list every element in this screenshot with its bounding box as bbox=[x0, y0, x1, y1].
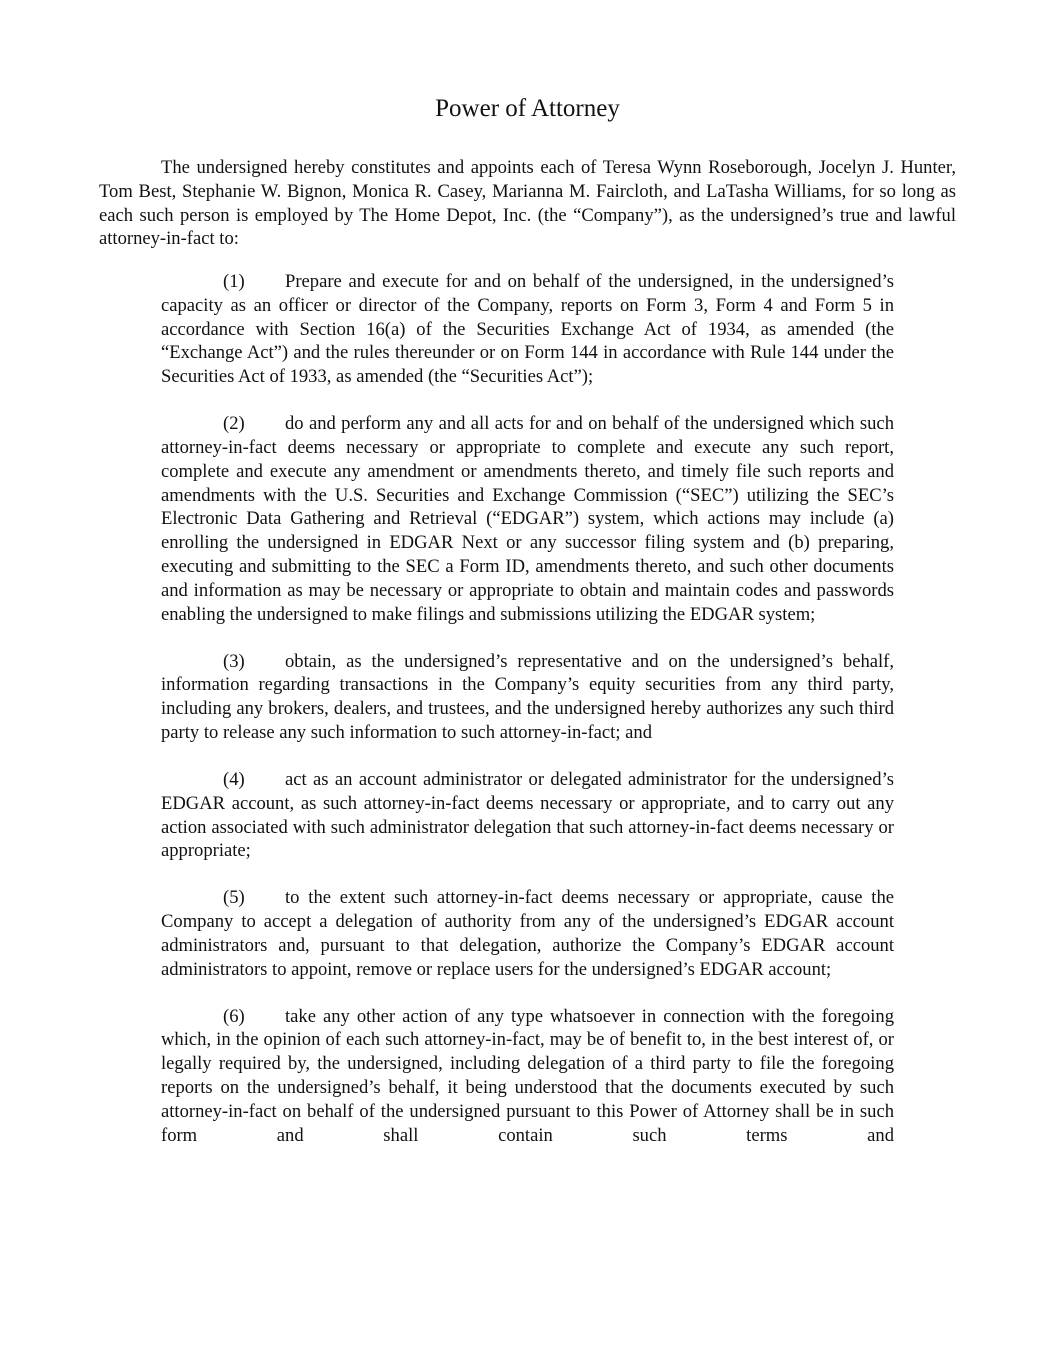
list-item bbox=[161, 768, 894, 863]
item-number: (2) bbox=[223, 413, 245, 435]
list-item bbox=[161, 886, 894, 981]
list-item bbox=[161, 270, 894, 389]
item-number: (3) bbox=[223, 650, 245, 672]
list-item bbox=[161, 650, 894, 745]
item-number: (5) bbox=[223, 887, 245, 909]
item-text: obtain, as the undersigned’s representative and on the undersigned’s behalf, information regarding transactions in the Company’s equity securities from any third party, including any brokers, dealers, and trustees, and the undersigned hereby authorizes any such third party to release any such information to such attorney-in-fact; and bbox=[161, 650, 894, 743]
item-number: (6) bbox=[223, 1005, 245, 1027]
item-text: to the extent such attorney-in-fact deems necessary or appropriate, cause the Company to accept a delegation of authority from any of the undersigned’s EDGAR account administrators and, pursuant to that delegation, authorize the Company’s EDGAR account administrators to appoint, remove or replace users for the undersigned’s EDGAR account; bbox=[161, 887, 894, 980]
enumerated-powers-list bbox=[161, 270, 894, 1171]
item-text: act as an account administrator or delegated administrator for the undersigned’s EDGAR account, as such attorney-in-fact deems necessary or appropriate, and to carry out any action associated with such administrator delegation that such attorney-in-fact deems necessary or appropriate; bbox=[161, 768, 894, 862]
item-number: (1) bbox=[223, 271, 245, 292]
item-text: Prepare and execute for and on behalf of the undersigned, in the undersigned’s capacity as an officer or director of the Company, reports on Form 3, Form 4 and Form 5 in accordance with Section 16(a) of the Securities Exchange Act of 1934, as amended (the “Exchange Act”) and the rules thereunder or on Form 144 in accordance with Rule 144 under the Securities Act of 1933, as amended (the “Securities Act”); bbox=[161, 271, 894, 388]
item-text: do and perform any and all acts for and on behalf of the undersigned which such attorney-in-fact deems necessary or appropriate to complete and execute any such report, complete and execute any amendment or amendments thereto, and timely file such reports and amendments with the U.S. Securities and Exchange Commission (“SEC”) utilizing the SEC’s Electronic Data Gathering and Retrieval (“EDGAR”) system, which actions may include (a) enrolling the undersigned in EDGAR Next or any successor filing system and (b) preparing, executing and submitting to the SEC a Form ID, amendments thereto, and such other documents and information as may be necessary or appropriate to obtain and maintain codes and passwords enabling the undersigned to make filings and submissions utilizing the EDGAR system; bbox=[161, 413, 894, 625]
item-text: take any other action of any type whatsoever in connection with the foregoing which, in the opinion of each such attorney-in-fact, may be of benefit to, in the best interest of, or legally required by, the undersigned, including delegation of a third party to file the foregoing reports on the undersigned’s behalf, it being understood that the documents executed by such attorney-in-fact on behalf of the undersigned pursuant to this Power of Attorney shall be in such form and shall contain such terms and bbox=[161, 1005, 894, 1146]
intro-paragraph: The undersigned hereby constitutes and appoints each of Teresa Wynn Roseborough, Jocelyn J. Hunter, Tom Best, Stephanie W. Bignon, Monica R. Casey, Marianna M. Faircloth, and LaTasha Williams, for so long as each such person is employed by The Home Depot, Inc. (the “Company”), as the undersigned’s true and lawful attorney-in-fact to: bbox=[99, 157, 956, 250]
list-item bbox=[161, 412, 894, 626]
item-number: (4) bbox=[223, 768, 245, 790]
list-item bbox=[161, 1005, 894, 1148]
document-title: Power of Attorney bbox=[435, 95, 620, 122]
